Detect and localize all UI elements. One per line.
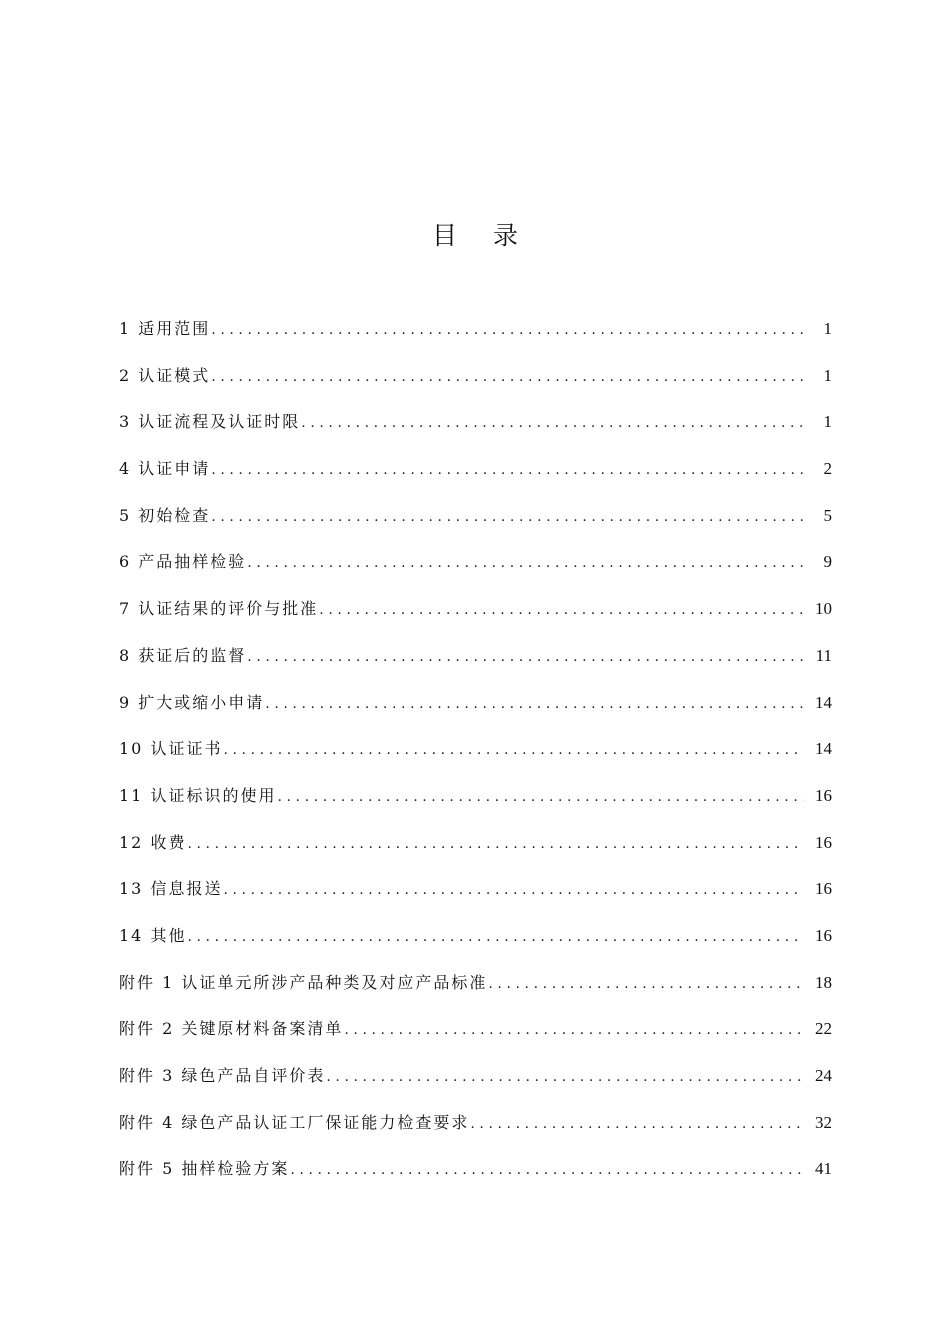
toc-entry-annex-2[interactable] [119, 1016, 832, 1063]
toc-dot-leader [187, 929, 804, 945]
page-title: 目 录 [432, 221, 532, 250]
toc-entry-annex-4[interactable] [119, 1110, 832, 1157]
toc-entry-label: 12 收费 [119, 832, 187, 852]
toc-entry-label: 附件 4 绿色产品认证工厂保证能力检查要求 [119, 1112, 470, 1132]
toc-dot-leader [247, 649, 804, 665]
toc-entry-4[interactable] [119, 456, 832, 503]
toc-page-number: 9 [823, 552, 832, 572]
toc-page-number: 16 [815, 785, 832, 805]
toc-page-number: 1 [823, 319, 832, 338]
toc-page-number: 2 [823, 459, 832, 479]
toc-entry-3[interactable] [119, 409, 832, 456]
toc-page-number: 24 [815, 1066, 832, 1085]
toc-dot-leader [326, 1069, 804, 1085]
toc-entry-label: 附件 5 抽样检验方案 [119, 1159, 290, 1179]
toc-dot-leader [470, 1116, 804, 1132]
toc-page-number: 32 [815, 1112, 832, 1132]
toc-entry-2[interactable] [119, 363, 832, 410]
toc-entry-6[interactable] [119, 549, 832, 596]
toc-entry-7[interactable] [119, 596, 832, 643]
toc-entry-annex-3[interactable] [119, 1063, 832, 1110]
toc-dot-leader [187, 836, 804, 852]
toc-page-number: 5 [823, 505, 832, 525]
toc-entry-label: 11 认证标识的使用 [119, 785, 277, 805]
toc-page-number: 18 [815, 972, 832, 992]
toc-entry-label: 7 认证结果的评价与批准 [119, 599, 319, 619]
toc-entry-label: 4 认证申请 [119, 459, 211, 479]
toc-entry-8[interactable] [119, 643, 832, 690]
toc-page-number: 1 [823, 365, 832, 385]
toc-entry-label: 2 认证模式 [119, 365, 211, 385]
toc-entry-label: 附件 1 认证单元所涉产品种类及对应产品标准 [119, 972, 488, 992]
toc-dot-leader [211, 369, 804, 385]
toc-page-number: 14 [815, 692, 832, 712]
toc-page-number: 16 [815, 879, 832, 899]
toc-entry-annex-5[interactable] [119, 1156, 832, 1203]
toc-page-number: 14 [815, 739, 832, 759]
toc-page-number: 1 [823, 412, 832, 432]
toc-dot-leader [488, 976, 804, 992]
toc-page-number: 11 [815, 645, 832, 665]
toc-entry-label: 1 适用范围 [119, 319, 211, 338]
toc-dot-leader [211, 462, 804, 478]
toc-page-number: 41 [815, 1159, 832, 1179]
toc-page-number: 22 [815, 1019, 832, 1039]
toc-entry-label: 5 初始检查 [119, 505, 211, 525]
toc-entry-9[interactable] [119, 690, 832, 737]
toc-entry-label: 3 认证流程及认证时限 [119, 412, 301, 432]
toc-dot-leader [319, 602, 804, 618]
toc-entry-10[interactable] [119, 736, 832, 783]
toc-entry-14[interactable] [119, 923, 832, 970]
toc-entry-label: 附件 3 绿色产品自评价表 [119, 1066, 326, 1085]
toc-page-number: 16 [815, 925, 832, 945]
toc-dot-leader [265, 696, 804, 712]
toc-dot-leader [344, 1022, 804, 1038]
toc-dot-leader [211, 509, 804, 525]
toc-dot-leader [277, 789, 804, 805]
toc-dot-leader [247, 555, 804, 571]
toc-entry-label: 8 获证后的监督 [119, 645, 247, 665]
toc-entry-label: 9 扩大或缩小申请 [119, 692, 265, 712]
toc-dot-leader [223, 742, 804, 758]
table-of-contents [119, 316, 832, 1203]
toc-dot-leader [290, 1162, 804, 1178]
toc-entry-label: 13 信息报送 [119, 879, 223, 899]
toc-dot-leader [211, 322, 804, 338]
toc-entry-label: 14 其他 [119, 925, 187, 945]
toc-entry-label: 10 认证证书 [119, 739, 223, 759]
toc-page-number: 10 [815, 599, 832, 619]
toc-entry-label: 6 产品抽样检验 [119, 552, 247, 572]
toc-entry-annex-1[interactable] [119, 970, 832, 1017]
toc-dot-leader [301, 415, 804, 431]
toc-dot-leader [223, 882, 804, 898]
toc-entry-13[interactable] [119, 876, 832, 923]
toc-entry-label: 附件 2 关键原材料备案清单 [119, 1019, 344, 1039]
toc-entry-12[interactable] [119, 830, 832, 877]
toc-entry-5[interactable] [119, 503, 832, 550]
toc-entry-1[interactable] [119, 316, 832, 363]
toc-page-number: 16 [815, 832, 832, 852]
toc-entry-11[interactable] [119, 783, 832, 830]
